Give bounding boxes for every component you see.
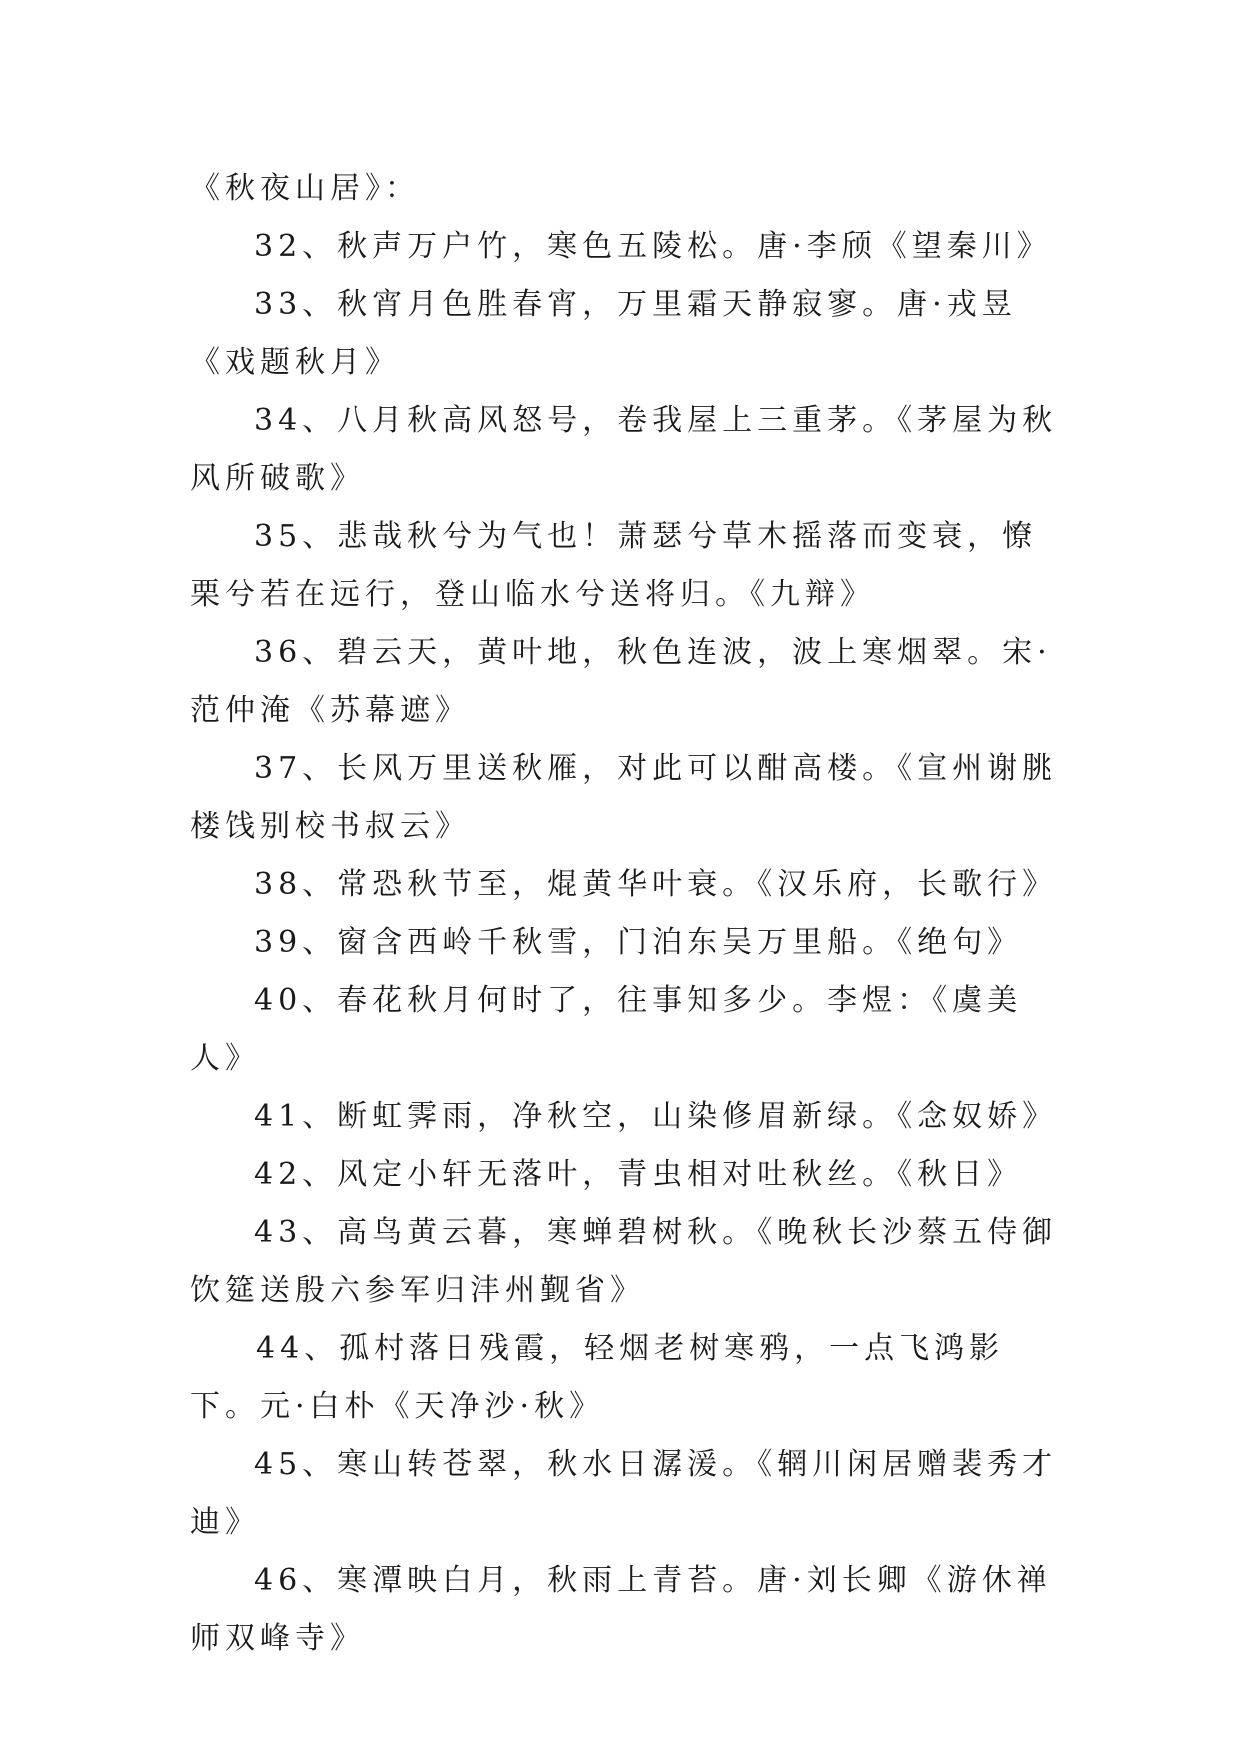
- quote-item-34: 34、八月秋高风怒号，卷我屋上三重茅。《茅屋为秋风所破歌》: [190, 403, 1058, 496]
- quote-item-38: 38、常恐秋节至，焜黄华叶衰。《汉乐府，长歌行》: [254, 867, 1058, 902]
- quote-item-43: 43、高鸟黄云暮，寒蝉碧树秋。《晚秋长沙蔡五侍御饮筵送殷六参军归沣州觐省》: [190, 1215, 1058, 1308]
- quote-item-37: 37、长风万里送秋雁，对此可以酣高楼。《宣州谢朓楼饯别校书叔云》: [190, 751, 1058, 844]
- quote-item-45: 45、寒山转苍翠，秋水日潺湲。《辋川闲居赠裴秀才迪》: [190, 1447, 1058, 1540]
- quote-item-39: 39、窗含西岭千秋雪，门泊东吴万里船。《绝句》: [254, 925, 1023, 960]
- quote-item-44: 44、孤村落日残霞，轻烟老树寒鸦，一点飞鸿影下。元·白朴《天净沙·秋》: [190, 1331, 1005, 1424]
- quote-heading-fragment: 《秋夜山居》：: [190, 171, 420, 206]
- quote-item-36: 36、碧云天，黄叶地，秋色连波，波上寒烟翠。宋·范仲淹《苏幕遮》: [190, 635, 1052, 728]
- quote-item-40: 40、春花秋月何时了，往事知多少。李煜：《虞美人》: [190, 983, 1023, 1076]
- quote-item-33: 33、秋宵月色胜春宵，万里霜天静寂寥。唐·戎昱《戏题秋月》: [190, 287, 1017, 380]
- quote-item-32: 32、秋声万户竹，寒色五陵松。唐·李颀《望秦川》: [254, 229, 1052, 264]
- quote-item-46: 46、寒潭映白月，秋雨上青苔。唐·刘长卿《游休禅师双峰寺》: [190, 1563, 1052, 1656]
- quote-item-35: 35、悲哉秋兮为气也！萧瑟兮草木摇落而变衰，憭栗兮若在远行，登山临水兮送将归。《九辩》: [190, 519, 1038, 612]
- quote-item-42: 42、风定小轩无落叶，青虫相对吐秋丝。《秋日》: [254, 1157, 1023, 1192]
- quote-item-41: 41、断虹霁雨，净秋空，山染修眉新绿。《念奴娇》: [254, 1099, 1058, 1134]
- poem-quote-list: [190, 160, 1060, 1668]
